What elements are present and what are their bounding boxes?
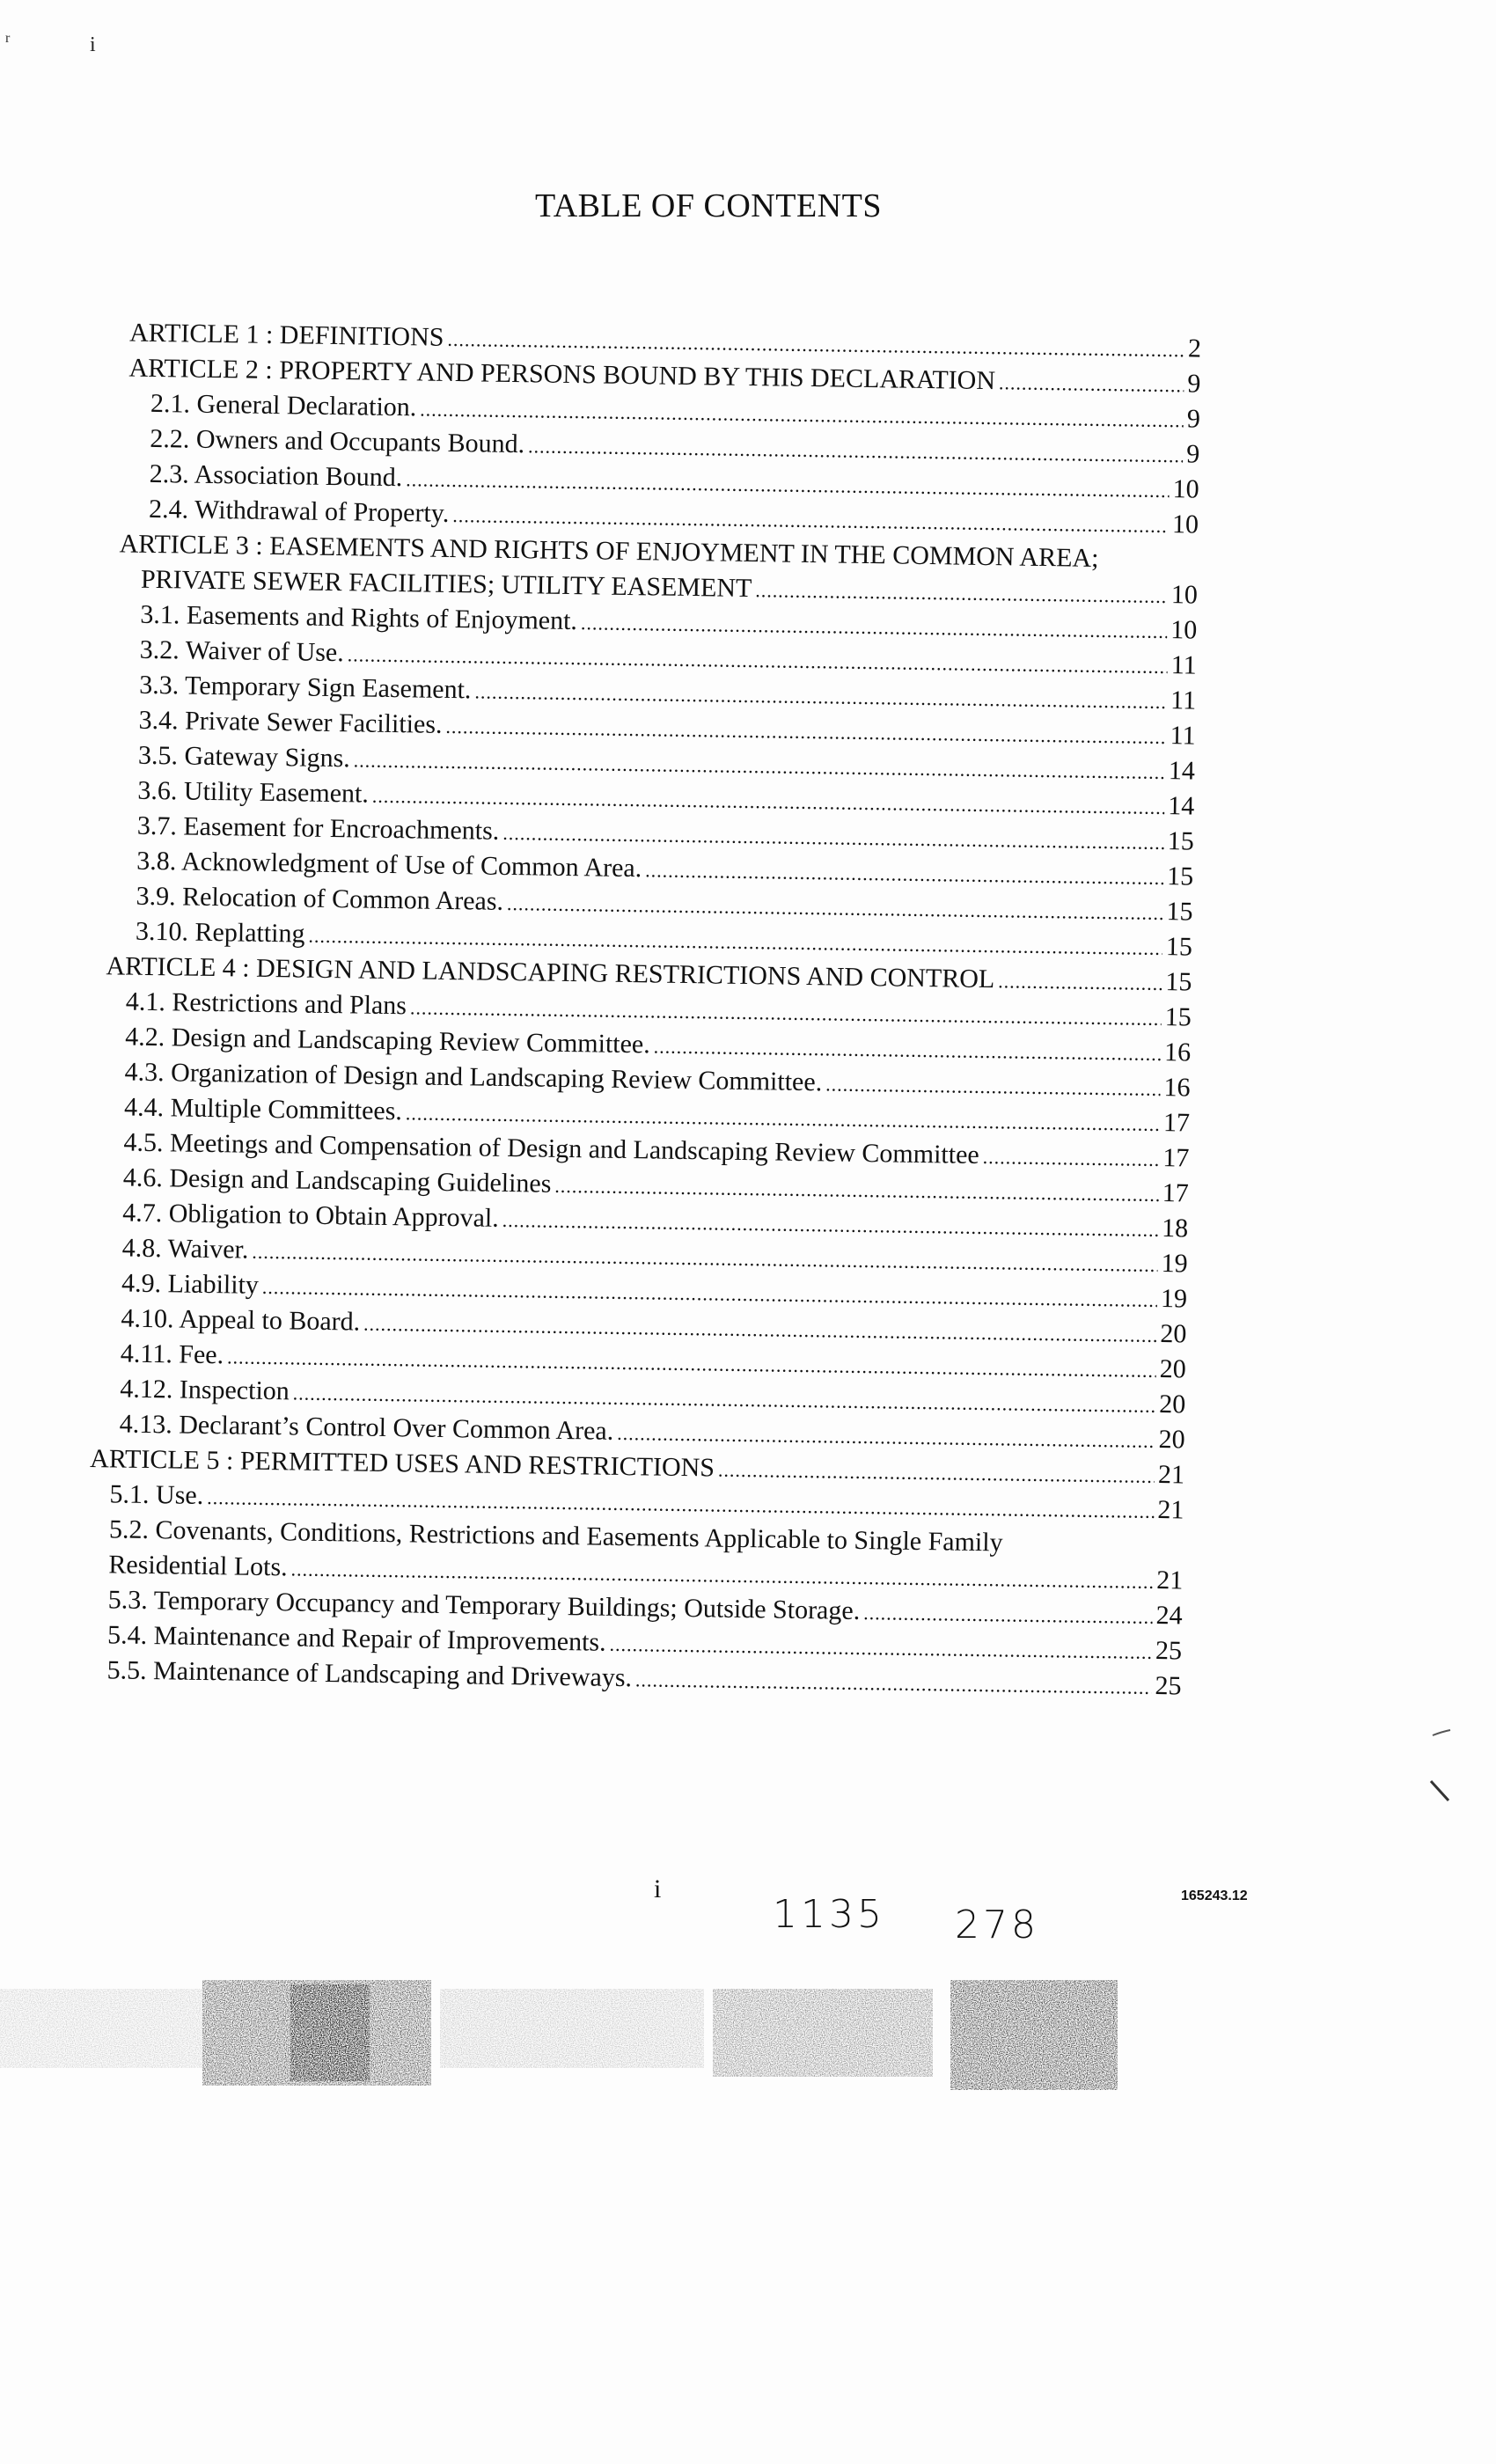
toc-entry: 4.5. Meetings and Compensation of Design and Landscaping Review Committee ..... 17 <box>123 1126 1189 1178</box>
page-number: 14 <box>1168 791 1195 821</box>
recording-stamp-book: 1135 <box>773 1892 885 1937</box>
toc-entry-continuation: Residential Lots. ..... 21 <box>108 1547 1183 1600</box>
page-number: 10 <box>1172 474 1199 504</box>
page-number: 15 <box>1166 862 1194 891</box>
page-number: 9 <box>1186 404 1201 434</box>
toc-entry: 5.2. Covenants, Conditions, Restrictions and Easements Applicable to Single Family <box>108 1514 1003 1558</box>
toc-entry: 2.2. Owners and Occupants Bound. ..... 9 <box>150 422 1199 474</box>
corner-mark: i <box>90 33 96 56</box>
page-number: 2 <box>1187 334 1202 363</box>
toc-entry-article-3: ARTICLE 3 : EASEMENTS AND RIGHTS OF ENJOYMENT IN THE COMMON AREA; <box>119 529 1099 573</box>
page-number: 9 <box>1185 439 1200 469</box>
toc-entry: 5.3. Temporary Occupancy and Temporary Buildings; Outside Storage. ..... 24 <box>107 1582 1182 1635</box>
toc-entry: 3.7. Easement for Encroachments. ..... 15 <box>137 809 1194 862</box>
toc-entry: 4.13. Declarant’s Control Over Common Area. ..... 20 <box>119 1407 1184 1460</box>
page-number: 20 <box>1158 1390 1186 1419</box>
toc-entry: 4.10. Appeal to Board. ..... 20 <box>121 1302 1186 1354</box>
page-number: 15 <box>1167 826 1194 856</box>
toc-entry-article-5: ARTICLE 5 : PERMITTED USES AND RESTRICTIONS ..... 21 <box>90 1441 1184 1494</box>
page-number: 15 <box>1166 897 1193 927</box>
toc-entry-article-4: ARTICLE 4 : DESIGN AND LANDSCAPING RESTRICTIONS AND CONTROL ..... 15 <box>106 949 1192 1001</box>
page-number: 17 <box>1162 1108 1191 1138</box>
page-number: 20 <box>1159 1354 1187 1384</box>
toc-entry: 3.9. Relocation of Common Areas. ..... 15 <box>136 879 1192 932</box>
toc-entry: 3.1. Easements and Rights of Enjoyment. ..... 10 <box>140 598 1197 650</box>
page-number: 25 <box>1155 1636 1183 1666</box>
toc-entry: 4.1. Restrictions and Plans ..... 15 <box>126 985 1192 1038</box>
page-number: 15 <box>1165 967 1192 997</box>
page-number: 15 <box>1165 932 1193 962</box>
page-number: 17 <box>1162 1178 1190 1208</box>
corner-mark: r <box>5 31 11 46</box>
toc-entry: 4.11. Fee. ..... 20 <box>121 1337 1186 1390</box>
page-number: 14 <box>1168 756 1196 786</box>
toc-entry: 2.3. Association Bound. ..... 10 <box>149 457 1199 510</box>
stray-mark <box>1431 1781 1448 1800</box>
toc-entry: 3.4. Private Sewer Facilities. ..... 11 <box>138 703 1195 756</box>
noise-patch <box>0 1989 202 2068</box>
toc-entry: 3.5. Gateway Signs. ..... 14 <box>138 738 1195 791</box>
noise-patch <box>950 1980 1118 2090</box>
page-number: 21 <box>1157 1495 1184 1525</box>
page-title: TABLE OF CONTENTS <box>535 187 882 224</box>
page-number: 11 <box>1170 686 1197 715</box>
page-number: 25 <box>1155 1671 1182 1701</box>
toc-entry: 5.4. Maintenance and Repair of Improvements. ..... 25 <box>107 1617 1182 1670</box>
toc-entry: 3.8. Acknowledgment of Use of Common Area. ..... 15 <box>136 844 1193 897</box>
page-number: 16 <box>1163 1073 1191 1103</box>
toc-entry: 2.1. General Declaration. ..... 9 <box>150 386 1200 439</box>
page-number: 21 <box>1157 1460 1185 1490</box>
page-number: 15 <box>1164 1002 1192 1032</box>
scan-noise-band <box>0 1962 1232 2103</box>
toc-entry: 4.6. Design and Landscaping Guidelines ..... 17 <box>123 1161 1189 1214</box>
toc-entry: 5.1. Use. ..... 21 <box>109 1477 1184 1529</box>
page-number: 20 <box>1160 1319 1187 1349</box>
toc-entry: 4.7. Obligation to Obtain Approval. ..... 18 <box>122 1196 1188 1249</box>
page-number: 11 <box>1170 650 1197 680</box>
toc-entry: 3.3. Temporary Sign Easement. ..... 11 <box>139 668 1196 721</box>
toc-entry: 4.12. Inspection ..... 20 <box>120 1372 1185 1425</box>
page-number: 20 <box>1158 1425 1185 1455</box>
noise-patch <box>290 1984 370 2081</box>
toc-entry: 2.4. Withdrawal of Property. ..... 10 <box>149 492 1199 545</box>
page-number: 10 <box>1170 580 1199 610</box>
toc-entry: 3.2. Waiver of Use. ..... 11 <box>139 633 1196 686</box>
page-number: 18 <box>1161 1214 1189 1243</box>
page-number: 16 <box>1163 1038 1192 1067</box>
toc-entry-continuation: PRIVATE SEWER FACILITIES; UTILITY EASEMENT ..... 10 <box>141 562 1198 615</box>
stray-mark <box>1433 1730 1450 1735</box>
toc-entry: 4.4. Multiple Committees. ..... 17 <box>124 1090 1190 1143</box>
document-number: 165243.12 <box>1181 1888 1248 1903</box>
toc-entry: 4.8. Waiver. ..... 19 <box>121 1231 1187 1284</box>
noise-patch <box>713 1989 933 2077</box>
toc-entry: 5.5. Maintenance of Landscaping and Driveways. ..... 25 <box>106 1653 1181 1705</box>
page-number: 9 <box>1187 369 1201 399</box>
toc-entry: 3.10. Replatting ..... 15 <box>136 914 1192 967</box>
page-marker: i <box>654 1874 662 1903</box>
toc-entry-article-1: ARTICLE 1 : DEFINITIONS ..... 2 <box>129 316 1201 369</box>
page-number: 10 <box>1171 510 1199 539</box>
recording-stamp-page: 278 <box>955 1903 1039 1947</box>
noise-patch <box>440 1989 704 2068</box>
page-number: 24 <box>1155 1601 1183 1631</box>
toc-entry: 4.3. Organization of Design and Landscaping Review Committee. ..... 16 <box>124 1055 1190 1108</box>
page-number: 19 <box>1160 1284 1188 1314</box>
toc-entry: 3.6. Utility Easement. ..... 14 <box>137 774 1194 826</box>
page-number: 21 <box>1156 1566 1184 1595</box>
toc-entry: 4.2. Design and Landscaping Review Committee. ..... 16 <box>125 1020 1191 1073</box>
page-number: 17 <box>1162 1143 1190 1173</box>
page-number: 11 <box>1170 721 1196 751</box>
toc-entry-article-2: ARTICLE 2 : PROPERTY AND PERSONS BOUND BY THIS DECLARATION ..... 9 <box>128 351 1200 404</box>
page-number: 19 <box>1161 1249 1188 1279</box>
page-number: 10 <box>1170 615 1198 645</box>
toc-entry: 4.9. Liability ..... 19 <box>121 1266 1187 1319</box>
